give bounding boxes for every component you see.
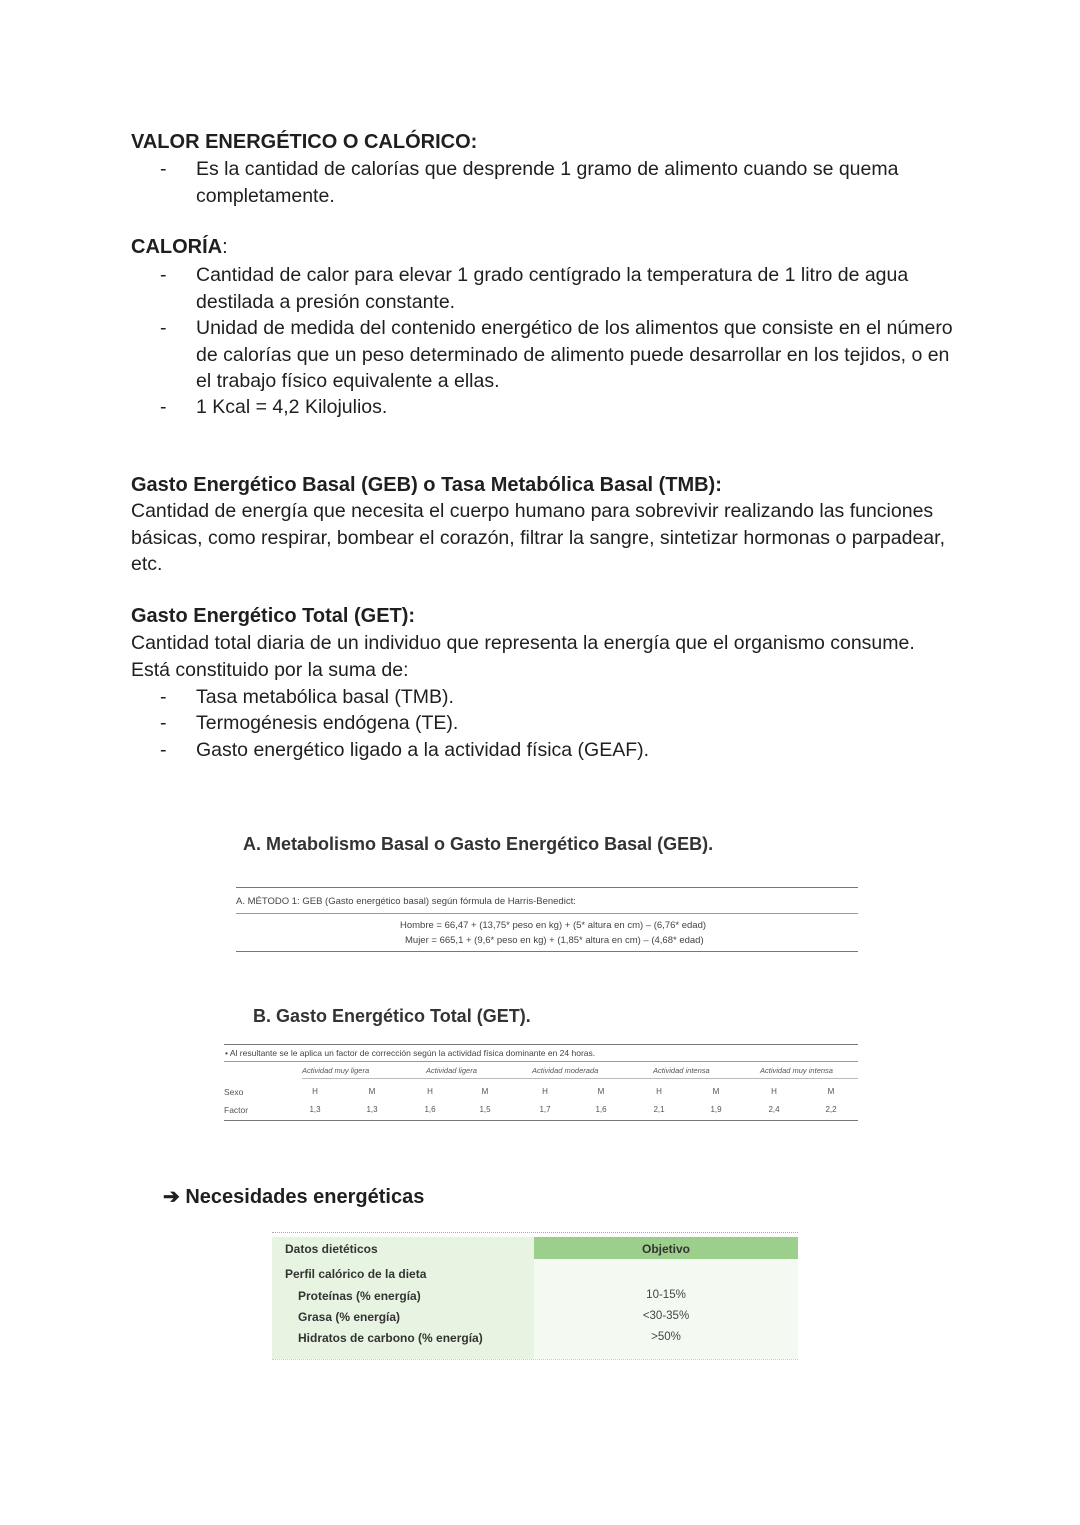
sexo-cell: M <box>368 1087 376 1096</box>
nec-row-value: >50% <box>651 1331 681 1343</box>
nec-row-label: Grasa (% energía) <box>298 1310 401 1324</box>
arrow-icon: ➔ <box>163 1186 180 1208</box>
nec-col2-body-bg <box>534 1259 798 1359</box>
get-bullet-3: Gasto energético ligado a la actividad física (GEAF). <box>196 739 650 761</box>
bullet-dash: - <box>160 739 167 761</box>
get-text: Cantidad total diaria de un individuo que representa la energía que el organismo consume. Está constituido por la suma de: <box>131 632 915 681</box>
nec-col1-header: Datos dietéticos <box>285 1242 378 1256</box>
fig-b-rule-sub <box>302 1078 858 1079</box>
nec-row-label: Proteínas (% energía) <box>298 1289 421 1303</box>
bullet-dash: - <box>160 686 167 708</box>
necesidades-heading: Necesidades energéticas <box>185 1186 425 1208</box>
fig-b-title: B. Gasto Energético Total (GET). <box>253 1006 531 1026</box>
caloria-colon: : <box>222 236 228 258</box>
nec-row-label: Hidratos de carbono (% energía) <box>298 1331 483 1345</box>
fig-a-formula-hombre: Hombre = 66,47 + (13,75* peso en kg) + (5* altura en cm) – (6,76* edad) <box>400 920 707 931</box>
caloria-heading-wrap <box>131 236 228 259</box>
factor-cell: 1,3 <box>309 1105 321 1114</box>
get-heading: Gasto Energético Total (GET): <box>131 605 416 627</box>
factor-cell: 2,1 <box>653 1105 665 1114</box>
bullet-dash: - <box>160 317 167 339</box>
nec-table-bottom-rule <box>272 1359 798 1360</box>
geb-text: Cantidad de energía que necesita el cuerpo humano para sobrevivir realizando las funciones básicas, como respirar, bombear el corazón, filtrar la sangre, sintetizar hormonas o parpadear, etc. <box>131 500 945 575</box>
fig-a-rule-top <box>236 887 858 888</box>
factor-cell: 1,7 <box>539 1105 551 1114</box>
fig-b-note: • Al resultante se le aplica un factor de corrección según la actividad física dominante en 24 horas. <box>225 1048 596 1058</box>
factor-cell: 1,3 <box>366 1105 378 1114</box>
row-label-factor: Factor <box>224 1105 249 1115</box>
bullet-dash: - <box>160 396 167 418</box>
nec-subheader: Perfil calórico de la dieta <box>285 1267 427 1281</box>
factor-cell: 2,2 <box>825 1105 837 1114</box>
nec-table-top-rule <box>272 1232 798 1233</box>
valor-bullet-1: Es la cantidad de calorías que desprende 1 gramo de alimento cuando se quema completamente. <box>196 158 899 207</box>
get-bullet-1: Tasa metabólica basal (TMB). <box>196 686 454 708</box>
nec-col2-header: Objetivo <box>641 1242 690 1256</box>
sexo-cell: M <box>827 1087 835 1096</box>
sexo-cell: H <box>656 1087 662 1096</box>
bullet-dash: - <box>160 158 167 180</box>
factor-cell: 1,9 <box>710 1105 722 1114</box>
fig-a-rule-mid <box>236 913 858 914</box>
fig-b-rule-mid <box>224 1061 858 1062</box>
sexo-cell: H <box>427 1087 433 1096</box>
activity-header-2: Actividad ligera <box>426 1066 477 1075</box>
activity-header-4: Actividad intensa <box>653 1066 710 1075</box>
caloria-bullet-1: Cantidad de calor para elevar 1 grado centígrado la temperatura de 1 litro de agua destilada a presión constante. <box>196 264 909 313</box>
get-bullet-2: Termogénesis endógena (TE). <box>196 712 459 734</box>
factor-cell: 1,5 <box>479 1105 491 1114</box>
factor-cell: 1,6 <box>424 1105 436 1114</box>
sexo-cell: H <box>771 1087 777 1096</box>
activity-header-1: Actividad muy ligera <box>302 1066 370 1075</box>
activity-header-3: Actividad moderada <box>532 1066 599 1075</box>
caloria-bullet-3: 1 Kcal = 4,2 Kilojulios. <box>196 396 388 418</box>
caloria-bullet-2: Unidad de medida del contenido energético de los alimentos que consiste en el número de calorías que un peso determinado de alimento puede desarrollar en los tejidos, o en el trabajo físico equivalente a ellas. <box>196 317 953 392</box>
sexo-cell: H <box>542 1087 548 1096</box>
bullet-dash: - <box>160 712 167 734</box>
activity-header-5: Actividad muy intensa <box>760 1066 833 1075</box>
sexo-cell: M <box>712 1087 720 1096</box>
sexo-cell: M <box>481 1087 489 1096</box>
nec-row-value: <30-35% <box>642 1310 690 1322</box>
necesidades-heading-wrap <box>163 1184 424 1209</box>
bullet-dash: - <box>160 264 167 286</box>
fig-b-rule-top <box>224 1044 858 1045</box>
nec-row-value: 10-15% <box>646 1289 686 1301</box>
sexo-cell: M <box>597 1087 605 1096</box>
sexo-cell: H <box>312 1087 318 1096</box>
caloria-heading: CALORÍA <box>131 236 223 258</box>
fig-a-title: A. Metabolismo Basal o Gasto Energético Basal (GEB). <box>243 834 714 854</box>
factor-cell: 2,4 <box>768 1105 780 1114</box>
factor-cell: 1,6 <box>595 1105 607 1114</box>
geb-heading: Gasto Energético Basal (GEB) o Tasa Metabólica Basal (TMB): <box>131 474 722 496</box>
fig-a-formula-mujer: Mujer = 665,1 + (9,6* peso en kg) + (1,85* altura en cm) – (4,68* edad) <box>405 935 704 946</box>
valor-heading: VALOR ENERGÉTICO O CALÓRICO: <box>131 131 478 153</box>
row-label-sexo: Sexo <box>224 1087 244 1097</box>
fig-b-rule-bottom <box>224 1120 858 1121</box>
fig-a-rule-bottom <box>236 951 858 952</box>
fig-a-method: A. MÉTODO 1: GEB (Gasto energético basal) según fórmula de Harris-Benedict: <box>236 896 576 907</box>
